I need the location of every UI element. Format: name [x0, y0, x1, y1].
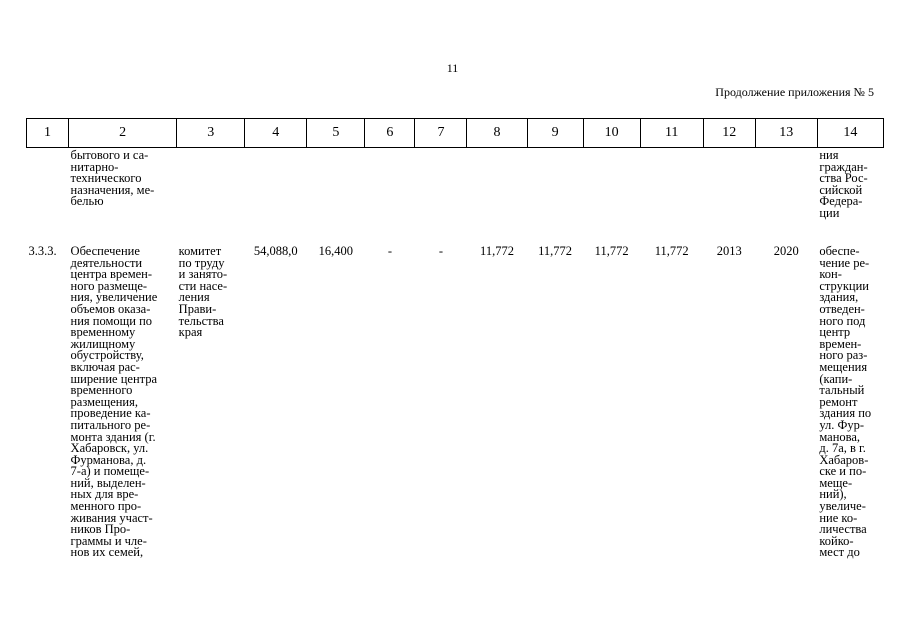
cell-text-line: обустройству,	[70, 348, 144, 363]
value-cell	[527, 148, 583, 247]
cell-text-line: увеличе-	[819, 499, 866, 514]
cell-text-line: ске и по-	[819, 464, 867, 479]
cell-text-line: ния, увеличение	[70, 290, 158, 305]
cell-text-line: манова,	[819, 429, 861, 444]
executor-cell	[177, 246, 245, 559]
cell-text-line: назначения, ме-	[70, 182, 155, 197]
cell-text-line: здания,	[819, 290, 859, 305]
value-cell	[415, 148, 467, 247]
cell-text-line: питального ре-	[70, 417, 151, 432]
value-cell	[467, 148, 527, 247]
cell-text-line: проведение ка-	[70, 406, 151, 421]
cell-text-line: нитарно-	[70, 159, 119, 174]
cell-text-line: бытового и са-	[70, 148, 149, 162]
cell-text-line: меще-	[819, 475, 853, 490]
cell-text-line: Прави-	[178, 301, 217, 316]
cell-text-line: Фурманова, д.	[70, 452, 147, 467]
cell-text-line: ных для вре-	[70, 487, 139, 502]
cell-text-line: тельства	[178, 313, 224, 328]
value-cell	[365, 148, 415, 247]
table-row	[27, 148, 884, 247]
cell-text-line: менного про-	[70, 499, 142, 514]
header-cell: 11	[640, 119, 703, 148]
cell-text-line: комитет	[178, 244, 222, 258]
value-cell: 11,772	[594, 244, 629, 258]
cell-text-line: белью	[70, 194, 104, 209]
cell-text-line: кон-	[819, 267, 842, 282]
value-cell: 54,088,0	[253, 244, 298, 258]
cell-text-line: ний, выделен-	[70, 475, 146, 490]
cell-text-line: технического	[70, 171, 142, 186]
cell-text-line: деятельности	[70, 255, 143, 270]
cell-text-line: граммы и чле-	[70, 533, 147, 548]
cell-text-line: ции	[819, 205, 840, 220]
result-cell	[817, 148, 883, 247]
cell-text-line: обеспе-	[819, 244, 860, 258]
cell-text-line: нов их семей,	[70, 545, 144, 560]
cell-text-line: струкции	[819, 278, 869, 293]
header-cell: 14	[817, 119, 883, 148]
row-number-cell: 3.3.3.	[28, 244, 57, 258]
measure-name-cell	[69, 246, 177, 559]
cell-text-line: личества	[819, 522, 867, 537]
header-cell: 3	[177, 119, 245, 148]
cell-text-line: мест до	[819, 545, 860, 560]
cell-text-line: ления	[178, 290, 210, 305]
cell-text-line: сти насе-	[178, 278, 228, 293]
cell-text-line: размещения,	[70, 394, 138, 409]
value-cell	[583, 148, 640, 247]
header-cell: 8	[467, 119, 527, 148]
header-cell: 4	[245, 119, 307, 148]
row-number-cell	[27, 148, 69, 247]
cell-text-line: чение ре-	[819, 255, 870, 270]
header-cell: 1	[27, 119, 69, 148]
cell-text-line: ширение центра	[70, 371, 158, 386]
cell-text-line: живания участ-	[70, 510, 153, 525]
header-cell: 9	[527, 119, 583, 148]
header-cell: 7	[415, 119, 467, 148]
cell-text-line: Обеспечение	[70, 244, 140, 258]
header-cell: 2	[69, 119, 177, 148]
cell-text-line: объемов оказа-	[70, 301, 151, 316]
header-cell: 10	[583, 119, 640, 148]
value-cell	[245, 148, 307, 247]
cell-text-line: ний),	[819, 487, 847, 502]
value-cell: 11,772	[538, 244, 573, 258]
cell-text-line: ного раз-	[819, 348, 868, 363]
cell-text-line: центра времен-	[70, 267, 153, 282]
year-cell	[703, 148, 755, 247]
header-cell: 6	[365, 119, 415, 148]
cell-text-line: ников Про-	[70, 522, 131, 537]
cell-text-line: ремонт	[819, 394, 858, 409]
cell-text-line: граждан-	[819, 159, 868, 174]
cell-text-line: здания по	[819, 406, 872, 421]
header-cell: 13	[755, 119, 817, 148]
value-cell: 11,772	[480, 244, 514, 258]
cell-text-line: и занято-	[178, 267, 228, 282]
cell-text-line: тальный	[819, 383, 865, 398]
cell-text-line: времен-	[819, 336, 862, 351]
cell-text-line: включая рас-	[70, 359, 140, 374]
value-cell: -	[438, 244, 444, 258]
continuation-label: Продолжение приложения № 5	[715, 85, 874, 99]
cell-text-line: ства Рос-	[819, 171, 868, 186]
header-row	[27, 119, 884, 148]
year-cell: 2020	[773, 244, 799, 258]
value-cell: 16,400	[318, 244, 354, 258]
cell-text-line: мещения	[819, 359, 868, 374]
measure-name-cell	[69, 148, 177, 247]
cell-text-line: временному	[70, 325, 136, 340]
value-cell	[307, 148, 365, 247]
result-cell	[817, 246, 883, 559]
cell-text-line: монта здания (г.	[70, 429, 156, 444]
header-cell: 5	[307, 119, 365, 148]
cell-text-line: ного под	[819, 313, 866, 328]
header-cell: 12	[703, 119, 755, 148]
year-cell: 2013	[716, 244, 742, 258]
cell-text-line: Хабаровск, ул.	[70, 441, 149, 456]
program-table	[26, 118, 884, 559]
cell-text-line: д. 7а, в г.	[819, 441, 866, 456]
cell-text-line: 7-а) и помеще-	[70, 464, 150, 479]
cell-text-line: отведен-	[819, 301, 865, 316]
executor-cell	[177, 148, 245, 247]
cell-text-line: центр	[819, 325, 851, 340]
cell-text-line: по труду	[178, 255, 225, 270]
cell-text-line: ния	[819, 148, 839, 162]
table-row	[27, 246, 884, 559]
cell-text-line: койко-	[819, 533, 854, 548]
cell-text-line: Федера-	[819, 194, 863, 209]
value-cell	[640, 148, 703, 247]
page-number: 11	[446, 61, 459, 75]
value-cell: 11,772	[654, 244, 689, 258]
cell-text-line: сийской	[819, 182, 863, 197]
cell-text-line: (капи-	[819, 371, 853, 386]
value-cell: -	[387, 244, 392, 258]
cell-text-line: ного размеще-	[70, 278, 148, 293]
cell-text-line: жилищному	[70, 336, 136, 351]
year-cell	[755, 148, 817, 247]
cell-text-line: Хабаров-	[819, 452, 869, 467]
cell-text-line: ние ко-	[819, 510, 858, 525]
cell-text-line: временного	[70, 383, 133, 398]
cell-text-line: ния помощи по	[70, 313, 153, 328]
cell-text-line: ул. Фур-	[819, 417, 865, 432]
cell-text-line: края	[178, 325, 203, 340]
